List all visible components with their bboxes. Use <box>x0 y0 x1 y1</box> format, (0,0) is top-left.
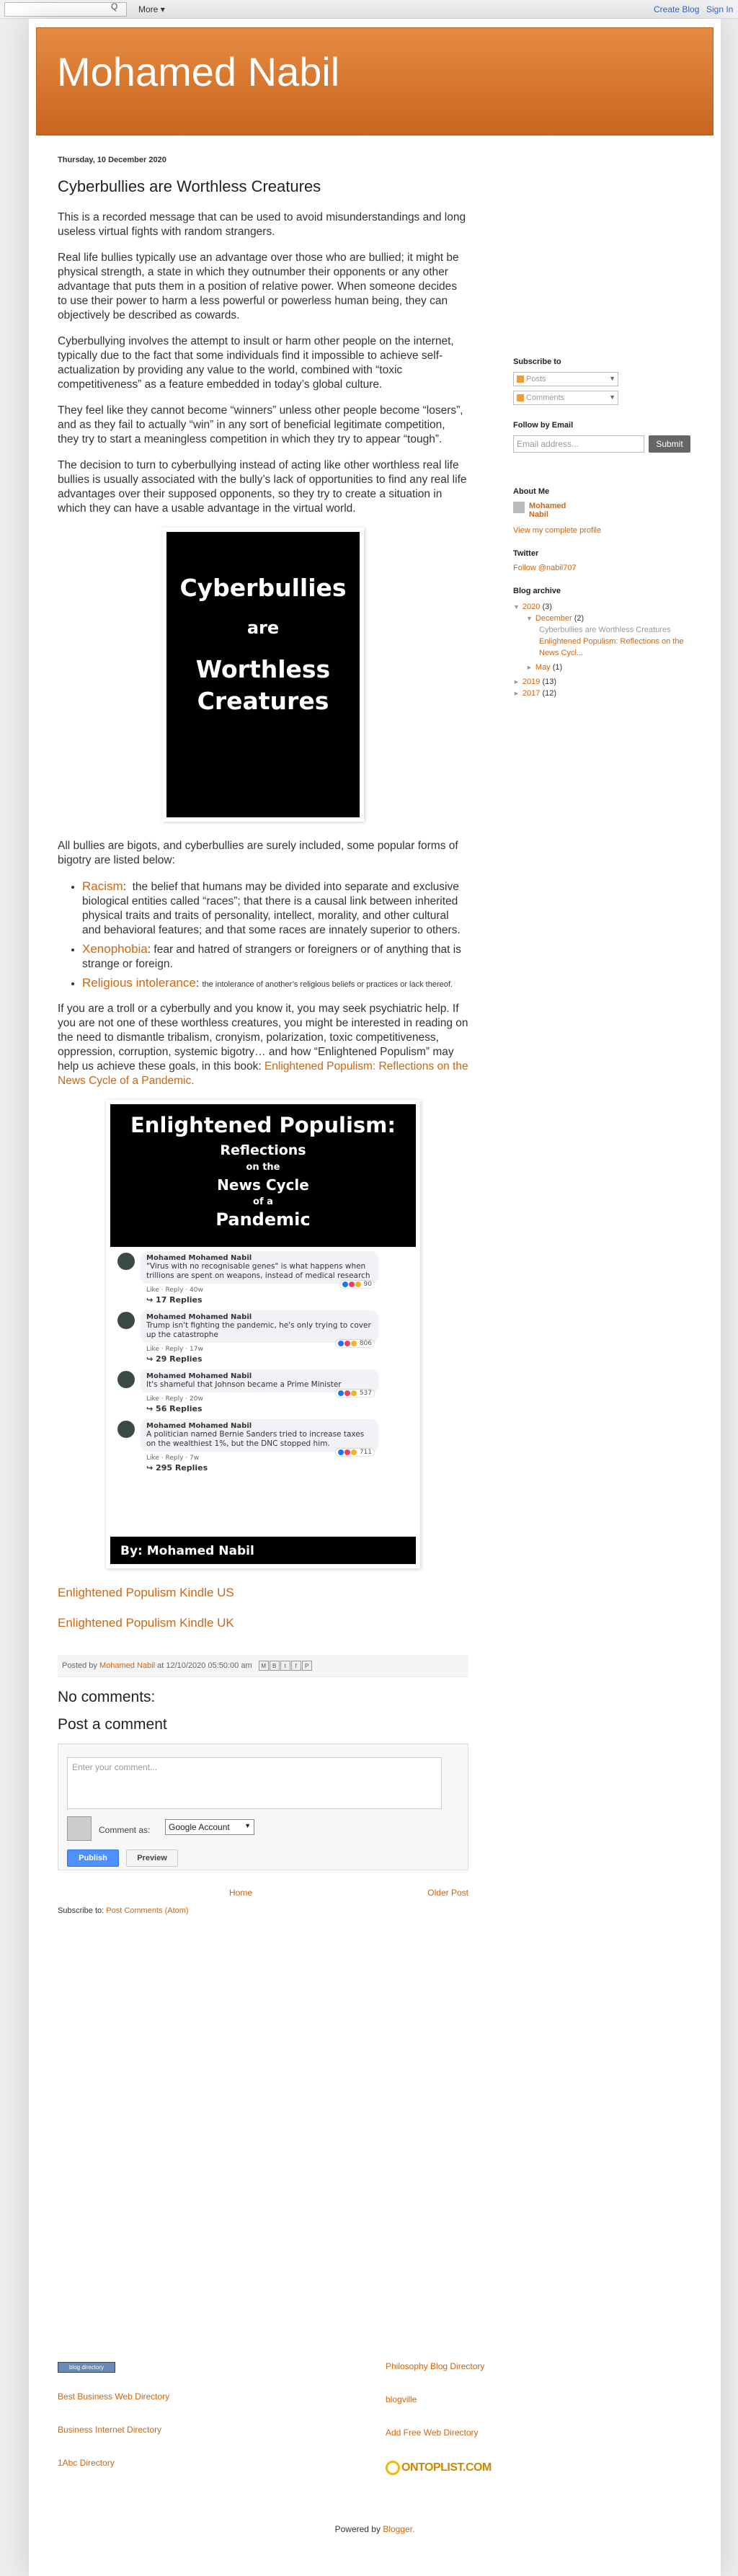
search-icon[interactable]: Q <box>111 1 118 12</box>
ontoplist-text: ONTOPLIST.COM <box>401 2461 492 2474</box>
book-cover-subtitle: of a <box>253 1196 273 1207</box>
replies-count: 17 Replies <box>156 1295 203 1305</box>
blogthis-icon[interactable]: B <box>270 1661 280 1671</box>
archive-post-link[interactable]: Cyberbullies are Worthless Creatures <box>539 626 671 634</box>
bigotry-term: Religious intolerance <box>82 976 196 990</box>
bigotry-term: Xenophobia <box>82 942 148 956</box>
more-label: More <box>138 4 159 14</box>
blog-title[interactable]: Mohamed Nabil <box>57 49 340 94</box>
expand-toggle-icon[interactable]: ▼ <box>513 603 520 610</box>
post-paragraph: They feel like they cannot become “winners” unless other people become “losers”, and as they fail to actually “win” in any sort of beneficial legitimate competition, they try to start a meaningless competition in which they try to appear “tough”. <box>58 404 463 445</box>
comment-text: Trump isn't fighting the pandemic, he's only trying to cover up the catastrophe <box>146 1321 371 1339</box>
archive-month[interactable] <box>526 662 701 673</box>
comment-meta: Like · Reply · 17w <box>146 1346 203 1353</box>
posted-at-label: at <box>157 1661 164 1670</box>
post-paragraph: This is a recorded message that can be used to avoid misunderstandings and long useless virtual fights with random strangers. <box>58 211 466 238</box>
reaction-number: 537 <box>359 1390 372 1397</box>
reaction-number: 711 <box>359 1449 372 1456</box>
powered-by <box>29 2524 721 2534</box>
about-section <box>513 502 701 535</box>
comment-author: Mohamed Mohamed Nabil <box>146 1422 252 1430</box>
book-link[interactable]: Enlightened Populism: Reflections on the News Cycle of a Pandemic. <box>58 1060 468 1087</box>
post-paragraph: Real life bullies typically use an advantage over those who are bullied; it might be physical strength, a state in which they outnumber their opponents or any other advantage that puts them in a position of relative power. When someone decides to use their power to harm a less powerful or powerless human being, they can objectively be described as cowards. <box>58 252 459 321</box>
more-menu[interactable] <box>138 4 165 14</box>
kindle-uk-link[interactable]: Enlightened Populism Kindle UK <box>58 1616 234 1630</box>
bigotry-term: Racism <box>82 879 123 893</box>
submit-button[interactable]: Submit <box>649 435 690 453</box>
follow-email-row <box>513 435 701 456</box>
page-container <box>29 19 721 2576</box>
archive-month-link[interactable]: December <box>535 614 572 623</box>
footer-link[interactable]: Business Internet Directory <box>58 2425 162 2435</box>
post-comment-heading: Post a comment <box>58 1716 167 1733</box>
no-comments-heading: No comments: <box>58 1689 156 1705</box>
archive-year[interactable] <box>513 601 701 613</box>
replies-count: 295 Replies <box>156 1463 208 1473</box>
twitter-section <box>513 564 701 572</box>
post-title: Cyberbullies are Worthless Creatures <box>58 177 321 195</box>
email-icon[interactable]: M <box>259 1661 269 1671</box>
archive-count: (2) <box>574 614 584 623</box>
comment-meta: Like · Reply · 40w <box>146 1287 203 1294</box>
book-cover-byline: By: Mohamed Nabil <box>120 1544 254 1558</box>
home-link[interactable]: Home <box>229 1888 253 1898</box>
comment-replies: ↪ 295 Replies <box>146 1463 208 1473</box>
blog-pager <box>58 1888 468 1904</box>
bigotry-definition: the intolerance of another’s religious beliefs or practices or lack thereof. <box>202 980 453 989</box>
reaction-number: 806 <box>359 1340 372 1347</box>
comment-bubble <box>141 1310 378 1347</box>
post-paragraph: Cyberbullying involves the attempt to insult or harm other people on the internet, typically due to the fact that some individuals find it impossible to achieve self-actualization by providing any value to the world, combined with “toxic competitiveness” as a feature embedded in today’s global culture. <box>58 335 454 391</box>
blog-archive <box>513 601 701 699</box>
list-item: • Racism: the belief that humans may be divided into separate and exclusive biological entities called “races”; that there is a causal link between inherited physical traits and traits of personality, intellect, morality, and other cultural and behavioral features; and that some races are innately superior to others. <box>82 879 468 938</box>
chevron-down-icon: ▼ <box>244 1822 251 1829</box>
posts-feed-dropdown[interactable] <box>513 372 618 386</box>
blogger-navbar <box>0 0 738 19</box>
archive-year-link[interactable]: 2019 <box>522 678 541 686</box>
main-column <box>58 156 468 1958</box>
kindle-us-link[interactable]: Enlightened Populism Kindle US <box>58 1586 234 1599</box>
reaction-count <box>336 1340 374 1347</box>
view-profile-link[interactable]: View my complete profile <box>513 526 602 535</box>
book-cover-subtitle: Pandemic <box>215 1209 311 1230</box>
rss-icon <box>517 376 524 383</box>
image-text-line: are <box>246 618 280 638</box>
footer-link[interactable]: Add Free Web Directory <box>386 2428 479 2438</box>
cover-comment <box>117 1419 409 1473</box>
expand-toggle-icon[interactable]: ▼ <box>526 615 533 622</box>
post-author-link[interactable]: Mohamed Nabil <box>99 1661 156 1670</box>
comment-bubble <box>141 1369 378 1397</box>
post-date: Thursday, 10 December 2020 <box>58 156 166 164</box>
book-cover-comments <box>110 1247 416 1537</box>
sign-in-link[interactable]: Sign In <box>706 4 734 14</box>
about-heading: About Me <box>513 487 550 496</box>
post-paragraph: The decision to turn to cyberbullying instead of acting like other worthless real life bullies is usually associated with the bully’s lack of opportunities to find any real life advantages over their supposed opponents, so they try to create a situation in which they can have a usable advantage in the virtual world. <box>58 459 467 515</box>
comment-text: It's shameful that Johnson became a Prime Minister <box>146 1380 342 1389</box>
reaction-count <box>340 1281 374 1288</box>
footer-link[interactable]: 1Abc Directory <box>58 2458 115 2468</box>
comment-form <box>58 1744 468 1870</box>
share-buttons <box>259 1661 313 1671</box>
comment-meta: Like · Reply · 20w <box>146 1395 203 1403</box>
avatar <box>117 1312 135 1329</box>
bigotry-list <box>58 879 468 992</box>
image-text-word: Creatures <box>197 687 329 715</box>
archive-year-link[interactable]: 2017 <box>522 689 541 698</box>
closing-text: If you are a troll or a cyberbully and you know it, you may seek psychiatric help. If you are not one of these worthless creatures, you might be interested in reading on the need to dismantle tribalism, cronyism, polarization, toxic competitiveness, oppression, corruption, systemic bigotry… and how “Enlightened Populism” may help us achieve these goals, in this book: <box>58 1003 468 1072</box>
footer-link[interactable]: blogville <box>386 2394 417 2404</box>
archive-year-link[interactable]: 2020 <box>522 603 541 611</box>
bigotry-definition: fear and hatred of strangers or foreigners or of anything that is strange or foreign. <box>82 943 461 970</box>
ontoplist-logo[interactable] <box>386 2461 492 2475</box>
create-blog-link[interactable]: Create Blog <box>654 4 700 14</box>
archive-post-link[interactable]: Enlightened Populism: Reflections on the News Cycl... <box>539 637 684 657</box>
archive-count: (3) <box>542 603 552 611</box>
publish-button[interactable]: Publish <box>67 1849 119 1867</box>
chevron-down-icon: ▼ <box>609 375 615 382</box>
reaction-number: 90 <box>363 1281 372 1288</box>
cyberbullies-image[interactable] <box>162 528 364 822</box>
comment-author: Mohamed Mohamed Nabil <box>146 1372 252 1380</box>
avatar <box>117 1371 135 1388</box>
feed-label: Posts <box>526 375 546 383</box>
account-select[interactable] <box>165 1819 254 1835</box>
archive-year[interactable] <box>513 688 701 699</box>
email-input[interactable]: Email address... <box>513 435 644 453</box>
comment-bubble <box>141 1251 378 1288</box>
replies-count: 56 Replies <box>156 1404 203 1413</box>
list-item: • Religious intolerance: the intolerance of another’s religious beliefs or practices or lack thereof. <box>82 976 468 992</box>
archive-year[interactable] <box>513 676 701 688</box>
comment-author: Mohamed Mohamed Nabil <box>146 1254 252 1262</box>
book-cover-subtitle: News Cycle <box>217 1176 309 1194</box>
book-cover-image[interactable] <box>106 1100 420 1568</box>
blog-header <box>36 27 713 136</box>
blogger-link[interactable]: Blogger. <box>383 2524 415 2534</box>
comment-meta: Like · Reply · 7w <box>146 1454 200 1462</box>
comment-author: Mohamed Mohamed Nabil <box>146 1313 252 1321</box>
footer-link[interactable]: Philosophy Blog Directory <box>386 2361 485 2371</box>
subscribe-label: Subscribe to: <box>58 1906 105 1915</box>
image-text-line: Cyberbullies <box>179 574 347 602</box>
comment-text: "Virus with no recognisable genes" is what happens when trillions are spent on weapons, instead of medical research <box>146 1262 370 1280</box>
twitter-follow-link[interactable]: Follow @nabil707 <box>513 564 577 572</box>
book-cover-title: Enlightened Populism: <box>130 1113 396 1137</box>
bigotry-intro: All bullies are bigots, and cyberbullies are surely included, some popular forms of bigotry are listed below: <box>58 840 458 866</box>
expand-toggle-icon[interactable]: ► <box>513 678 520 685</box>
cover-comment <box>117 1369 409 1413</box>
avatar <box>67 1816 92 1841</box>
bigotry-definition: the belief that humans may be divided into separate and exclusive biological entities called “races”; that there is a causal link between inherited physical traits and traits of personality, intellect, morality, and other cultural and behavioral features; and that some races are innately superior to others. <box>82 881 461 936</box>
twitter-icon[interactable]: t <box>280 1661 290 1671</box>
pinterest-icon[interactable]: P <box>302 1661 312 1671</box>
chevron-down-icon: ▼ <box>609 394 615 401</box>
subscribe-heading: Subscribe to <box>513 357 561 366</box>
footer-right-column <box>386 2361 602 2475</box>
archive-count: (12) <box>542 689 557 698</box>
about-name-link[interactable]: Mohamed Nabil <box>529 502 566 519</box>
feed-label: Comments <box>526 394 565 402</box>
archive-count: (1) <box>552 663 563 672</box>
comment-textarea[interactable]: Enter your comment... <box>67 1757 442 1809</box>
comment-replies: ↪ 29 Replies <box>146 1354 203 1364</box>
archive-post <box>539 624 701 636</box>
list-item: • Xenophobia: fear and hatred of strangers or foreigners or of anything that is strange or foreign. <box>82 942 468 972</box>
post-footer <box>58 1655 468 1677</box>
rss-icon <box>517 394 524 401</box>
comment-bubble <box>141 1419 378 1456</box>
posted-by-label: Posted by <box>62 1661 97 1670</box>
avatar <box>117 1253 135 1270</box>
expand-toggle-icon[interactable]: ► <box>526 664 533 671</box>
subscribe-line <box>58 1906 468 1915</box>
cyberbullies-image-content <box>166 532 360 817</box>
preview-button[interactable]: Preview <box>126 1849 178 1867</box>
comment-replies: ↪ 17 Replies <box>146 1295 203 1305</box>
archive-heading: Blog archive <box>513 587 561 595</box>
post-timestamp-link[interactable]: 12/10/2020 05:50:00 am <box>166 1661 252 1670</box>
chevron-down-icon: ▾ <box>160 4 165 14</box>
ontoplist-ring-icon <box>386 2461 400 2475</box>
footer-link[interactable]: Best Business Web Directory <box>58 2391 170 2402</box>
powered-by-label: Powered by <box>334 2524 381 2534</box>
sidebar <box>513 357 701 699</box>
comment-as-label: Comment as: <box>99 1825 151 1835</box>
archive-month[interactable] <box>526 613 701 624</box>
account-select-value: Google Account <box>169 1822 230 1832</box>
navbar-search-input[interactable] <box>4 2 127 17</box>
book-cover-subtitle: Reflections <box>220 1142 306 1158</box>
avatar <box>117 1421 135 1438</box>
book-cover-subtitle: on the <box>246 1162 280 1173</box>
follow-email-heading: Follow by Email <box>513 421 574 430</box>
footer-left-column <box>58 2361 346 2491</box>
replies-count: 29 Replies <box>156 1354 203 1364</box>
older-post-link[interactable]: Older Post <box>427 1888 468 1898</box>
reaction-count <box>336 1390 374 1397</box>
book-cover-content <box>110 1104 416 1564</box>
expand-toggle-icon[interactable]: ► <box>513 690 520 697</box>
closing-paragraph <box>58 1002 468 1088</box>
archive-post <box>539 636 701 659</box>
twitter-heading: Twitter <box>513 549 539 558</box>
blog-directory-badge[interactable]: blog directory <box>58 2362 115 2373</box>
cover-comment <box>117 1310 409 1364</box>
archive-count: (13) <box>542 678 557 686</box>
archive-month-link[interactable]: May <box>535 663 551 672</box>
atom-feed-link[interactable]: Post Comments (Atom) <box>106 1906 189 1915</box>
avatar[interactable] <box>513 502 525 513</box>
comment-replies: ↪ 56 Replies <box>146 1404 203 1413</box>
image-text-word: Worthless <box>195 655 331 683</box>
comments-feed-dropdown[interactable] <box>513 391 618 405</box>
image-text-line <box>166 654 360 717</box>
comment-text: A politician named Bernie Sanders tried to increase taxes on the wealthiest 1%, but the DNC stopped him. <box>146 1430 365 1448</box>
facebook-icon[interactable]: f <box>291 1661 301 1671</box>
reaction-count <box>336 1449 374 1456</box>
cover-comment <box>117 1251 409 1305</box>
